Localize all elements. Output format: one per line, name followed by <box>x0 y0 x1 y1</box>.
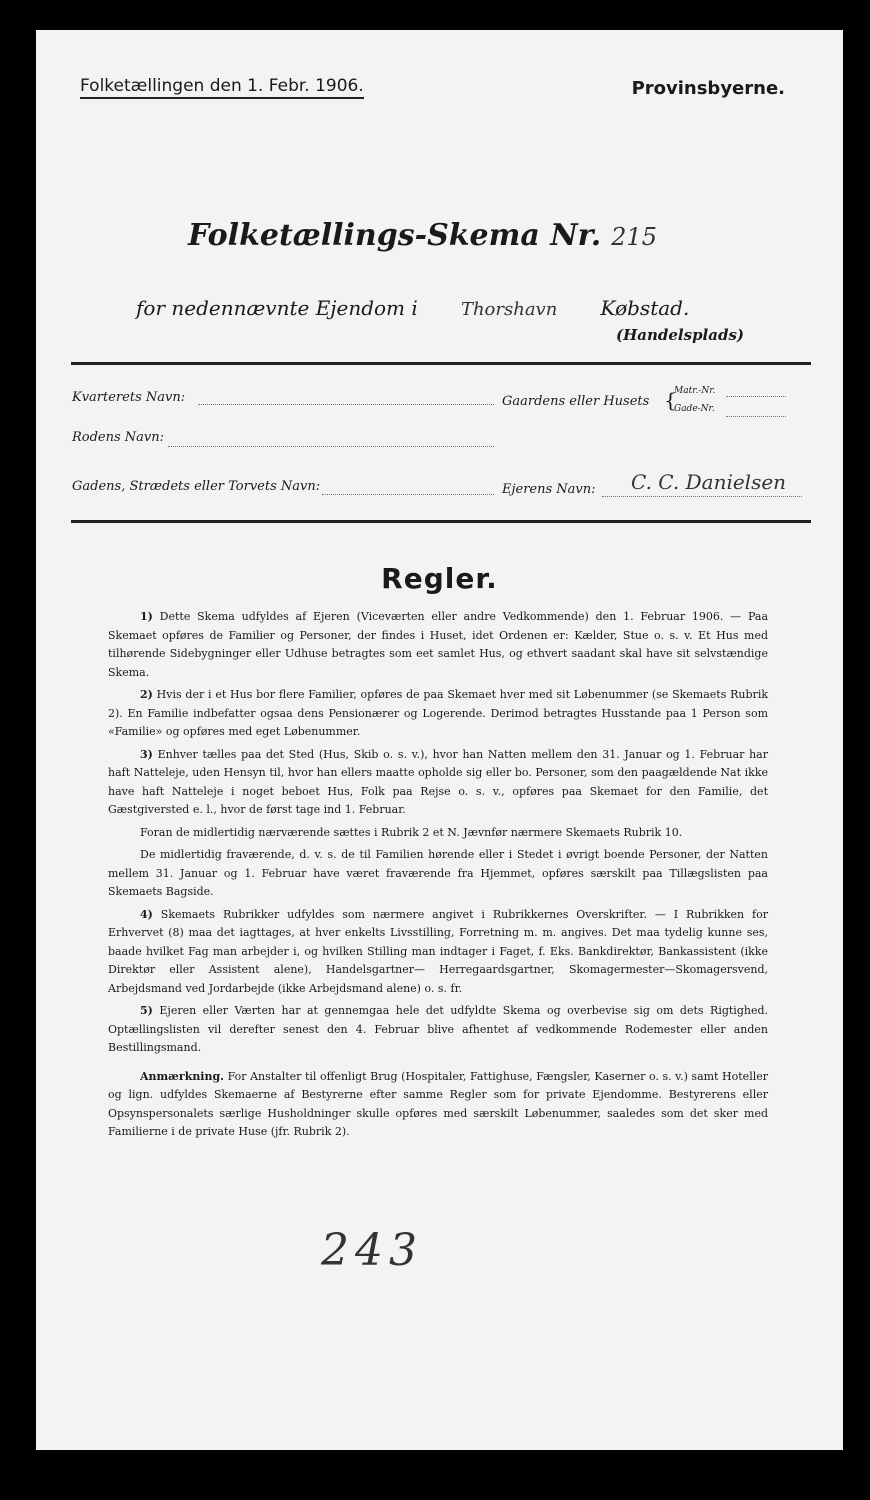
property-line <box>136 296 689 320</box>
form-number: 215 <box>611 223 657 251</box>
rule-4-number: 4) <box>140 907 153 921</box>
gaard-label: Gaardens eller Husets <box>502 394 650 409</box>
rule-2 <box>108 686 768 742</box>
rule-1 <box>108 608 768 682</box>
kvarter-label: Kvarterets Navn: <box>72 390 186 405</box>
rules-heading: Regler. <box>381 562 498 595</box>
rule-2-text: Hvis der i et Hus bor flere Familier, opføres de paa Skemaet hver med sit Løbenummer (se Skemaets Rubrik 2). En Familie indbefatter ogsaa dens Pensionærer og Logerende. Derimod betragtes Husstande paa 1 Person som «Familie» og opføres med eget Løbenummer. <box>108 688 768 738</box>
rule-5-number: 5) <box>140 1004 153 1017</box>
census-form-page <box>36 30 843 1450</box>
rule-4-text: Skemaets Rubrikker udfyldes som nærmere angivet i Rubrikkernes Overskrifter. — I Rubrikken for Erhvervet (8) maa det iagttages, at hver enkelts Livsstilling, Forretning m. m. angives. Det maa tydelig kunne ses, baade hvilket Fag man arbejder i, og hvilken Stilling man indtager i Faget, f. Eks. Bankdirektør, Bankassistent (ikke Direktør eller Assistent alene), Handelsgartner— Herregaardsgartner, Skomagermester—Skomagersvend, Arbejdsmand ved Jordarbejde (ikke Arbejdsmand alene) o. s. fr. <box>108 907 768 995</box>
remark <box>108 1068 768 1142</box>
fields-divider <box>71 520 811 523</box>
remark-text: For Anstalter til offenligt Brug (Hospitaler, Fattighuse, Fængsler, Kaserner o. s. v.) samt Hoteller og lign. udfyldes Skemaerne af Bestyrerne efter samme Regler som for private Ejendomme. Bestyrerens eller Opsynspersonalets særlige Husholdninger skulle opføres med særskilt Løbenummer, saaledes som det sker med Familierne i de private Huse (jfr. Rubrik 2). <box>108 1069 768 1138</box>
census-date-header: Folketællingen den 1. Febr. 1906. <box>80 76 364 99</box>
matr-label: Matr.-Nr. <box>674 386 716 396</box>
bracket-icon: { <box>664 388 677 412</box>
owner-name: C. C. Danielsen <box>631 470 787 494</box>
property-suffix: Købstad. <box>600 296 690 320</box>
ejer-label: Ejerens Navn: <box>502 482 596 497</box>
rule-1-text: Dette Skema udfyldes af Ejeren (Viceværten eller andre Vedkommende) den 1. Februar 1906. — Paa Skemaet opføres de Familier og Personer, der findes i Huset, idet Ordenen er: Kælder, Stue o. s. v. Et Hus med tilhørende Sidebygninger eller Udhuse betragtes som eet samlet Hus, og ethvert saadant skal have sit selvstændige Skema. <box>108 610 768 679</box>
gadenr-label: Gade-Nr. <box>674 404 715 414</box>
handelsplads-note: (Handelsplads) <box>616 326 745 344</box>
town-name: Thorshavn <box>460 299 558 320</box>
rode-label: Rodens Navn: <box>72 430 165 445</box>
gade-field[interactable] <box>322 494 494 495</box>
rule-1-number: 1) <box>140 610 153 623</box>
handwritten-number: 243 <box>321 1225 423 1276</box>
ejer-field[interactable] <box>602 496 802 497</box>
rule-3 <box>108 746 768 820</box>
rule-3-number: 3) <box>140 747 153 761</box>
rule-4 <box>108 906 768 999</box>
form-title-text: Folketællings-Skema Nr. <box>188 218 602 253</box>
gadenr-field[interactable] <box>726 416 786 417</box>
remark-label: Anmærkning. <box>140 1069 225 1083</box>
form-title <box>188 218 657 253</box>
matr-field[interactable] <box>726 396 786 397</box>
property-prefix: for nedennævnte Ejendom i <box>136 296 418 320</box>
rule-5 <box>108 1002 768 1058</box>
rule-3c: De midlertidig fraværende, d. v. s. de til Familien hørende eller i Stedet i øvrigt boende Personer, der Natten mellem 31. Januar og 1. Februar have været fraværende fra Hjemmet, opføres særskilt paa Tillægslisten paa Skemaets Bagside. <box>108 848 768 898</box>
region-header: Provinsbyerne. <box>631 78 785 99</box>
rules-text <box>108 608 768 1146</box>
kvarter-field[interactable] <box>198 404 494 405</box>
rule-5-text: Ejeren eller Værten har at gennemgaa hele det udfyldte Skema og overbevise sig om dets Rigtighed. Optællingslisten vil derefter senest den 4. Februar blive afhentet af vedkommende Rodemester eller anden Bestillingsmand. <box>108 1004 769 1054</box>
rule-3b: Foran de midlertidig nærværende sættes i Rubrik 2 et N. Jævnfør nærmere Skemaets Rubrik 10. <box>140 825 683 839</box>
rode-field[interactable] <box>168 446 494 447</box>
gade-label: Gadens, Strædets eller Torvets Navn: <box>72 479 321 494</box>
rule-2-number: 2) <box>140 688 153 701</box>
top-divider <box>71 362 811 365</box>
rule-3-text: Enhver tælles paa det Sted (Hus, Skib o. s. v.), hvor han Natten mellem den 31. Januar og 1. Februar har haft Natteleje, uden Hensyn til, hvor han ellers maatte opholde sig eller bo. Personer, som den paagældende Nat ikke have haft Natteleje i noget beboet Hus, Folk paa Rejse o. s. v., opføres paa Skemaet for den Familie, det Gæstgiversted e. l., hvor de først tage ind 1. Februar. <box>108 747 768 816</box>
